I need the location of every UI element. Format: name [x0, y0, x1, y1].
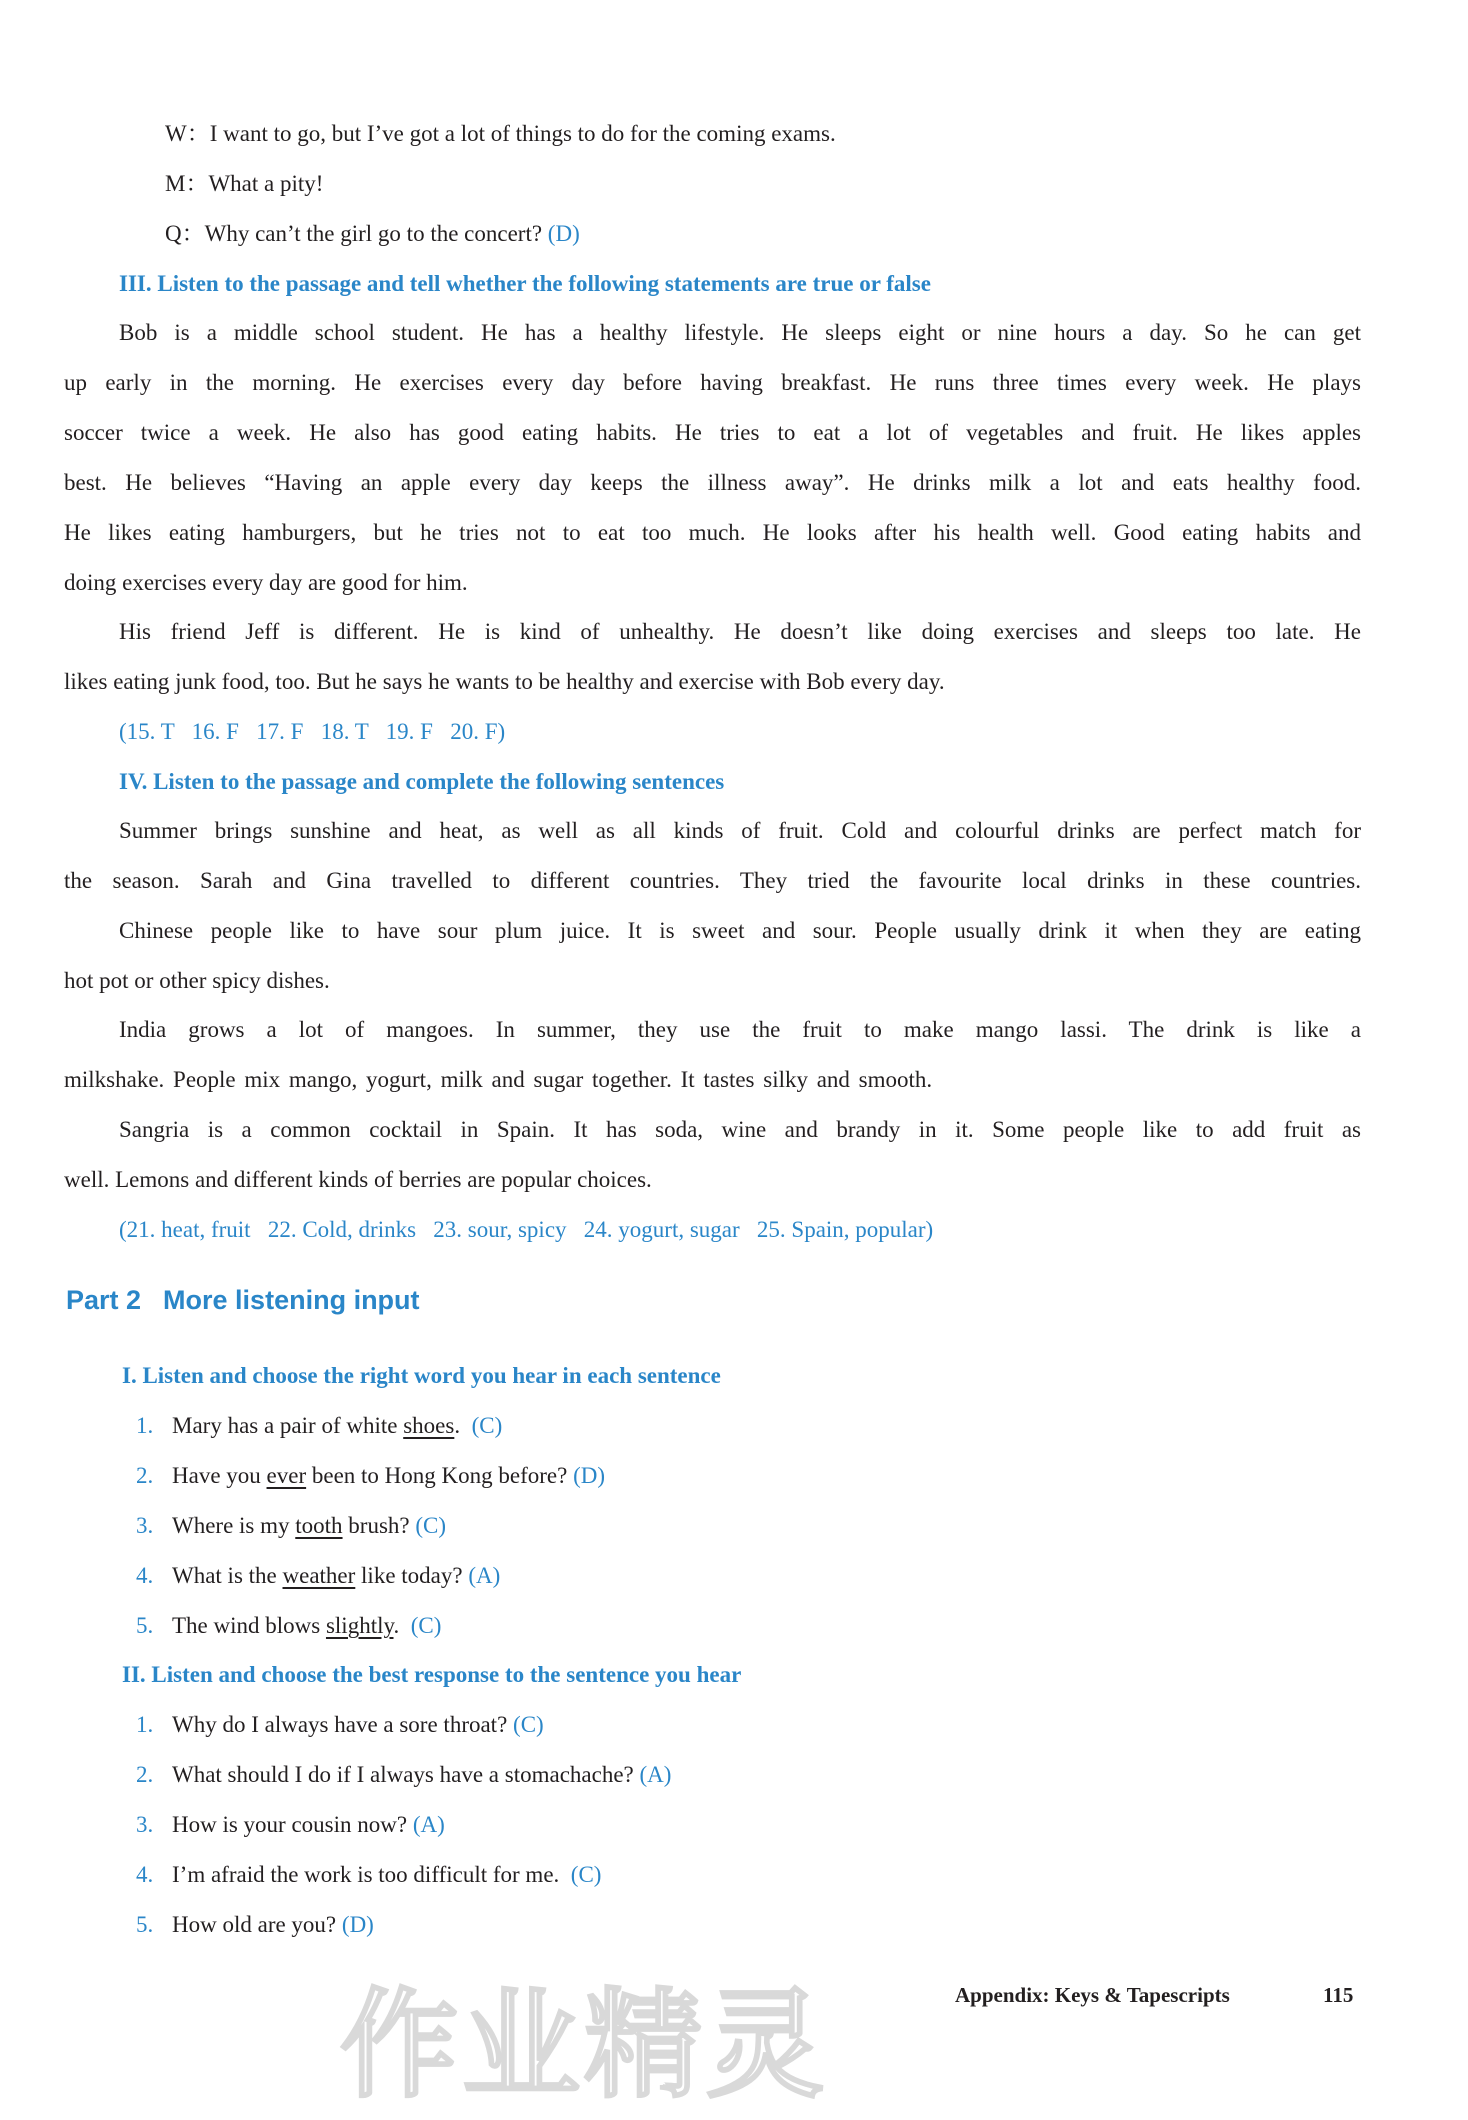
list-item [136, 1760, 671, 1790]
speaker-label: M： [165, 171, 209, 196]
item-number: 5. [136, 1912, 154, 1937]
underlined-word: shoes [403, 1413, 455, 1438]
passage-line: up early in the morning. He exercises every day before having breakfast. He runs three times every week. He plays [64, 370, 1361, 395]
item-text: Mary has a pair of white [172, 1413, 404, 1438]
list-item [136, 1910, 374, 1940]
section-heading: I. Listen and choose the right word you hear in each sentence [122, 1363, 721, 1388]
answer-key: (C) [415, 1513, 447, 1538]
item-number: 5. [136, 1613, 154, 1638]
item-text: What is the [172, 1563, 283, 1588]
footer-title: Appendix: Keys & Tapescripts [955, 1983, 1230, 2007]
passage-line: Chinese people like to have sour plum juice. It is sweet and sour. People usually drink it when they are eating [119, 918, 1361, 943]
item-text: I’m afraid the work is too difficult for me. [172, 1862, 560, 1887]
answer-key: (A) [412, 1812, 445, 1837]
item-number: 4. [136, 1563, 154, 1588]
item-text: . [393, 1613, 400, 1638]
item-text: How is your cousin now? [172, 1812, 408, 1837]
page-number: 115 [1323, 1983, 1354, 2007]
answer-key-row: (15. T 16. F 17. F 18. T 19. F 20. F) [119, 719, 506, 744]
answer-key: (D) [341, 1912, 374, 1937]
answer-key: (A) [468, 1563, 501, 1588]
list-item [136, 1860, 601, 1890]
item-text: . [454, 1413, 461, 1438]
item-number: 2. [136, 1463, 154, 1488]
section-heading: IV. Listen to the passage and complete the following sentences [119, 769, 725, 794]
answer-key: (D) [547, 221, 580, 246]
passage-line: India grows a lot of mangoes. In summer, they use the fruit to make mango lassi. The drink is like a [119, 1017, 1361, 1042]
part-number: Part 2 [66, 1285, 142, 1315]
item-text: The wind blows [172, 1613, 326, 1638]
item-number: 1. [136, 1413, 154, 1438]
item-number: 3. [136, 1812, 154, 1837]
dialogue-text: What a pity! [208, 171, 324, 196]
dialogue-line [165, 119, 836, 149]
section-heading: III. Listen to the passage and tell whether the following statements are true or false [119, 271, 931, 296]
item-number: 2. [136, 1762, 154, 1787]
passage-line: likes eating junk food, too. But he says he wants to be healthy and exercise with Bob every day. [64, 669, 945, 694]
speaker-label: W： [165, 121, 210, 146]
item-number: 1. [136, 1712, 154, 1737]
item-text: Why do I always have a sore throat? [172, 1712, 508, 1737]
item-text: like today? [355, 1563, 463, 1588]
passage-line: best. He believes “Having an apple every day keeps the illness away”. He drinks milk a lot and eats healthy food. [64, 470, 1361, 495]
item-number: 3. [136, 1513, 154, 1538]
list-item [136, 1710, 544, 1740]
passage-line: Bob is a middle school student. He has a healthy lifestyle. He sleeps eight or nine hours a day. So he can get [119, 320, 1361, 345]
item-text: Where is my [172, 1513, 296, 1538]
list-item [136, 1511, 446, 1541]
underlined-word: ever [266, 1463, 307, 1488]
list-item [136, 1411, 502, 1441]
item-text: Have you [172, 1463, 267, 1488]
section-heading: II. Listen and choose the best response to the sentence you hear [122, 1662, 742, 1687]
item-number: 4. [136, 1862, 154, 1887]
dialogue-line [165, 169, 323, 199]
answer-key: (D) [573, 1463, 606, 1488]
answer-key: (C) [410, 1613, 442, 1638]
answer-key: (C) [471, 1413, 503, 1438]
dialogue-text: I want to go, but I’ve got a lot of things to do for the coming exams. [209, 121, 836, 146]
part-title [66, 1285, 420, 1316]
passage-line: hot pot or other spicy dishes. [64, 968, 330, 993]
list-item [136, 1461, 605, 1491]
dialogue-line [165, 219, 580, 249]
passage-line: He likes eating hamburgers, but he tries not to eat too much. He looks after his health well. Good eating habits and [64, 520, 1361, 545]
item-text: been to Hong Kong before? [306, 1463, 568, 1488]
passage-line: soccer twice a week. He also has good eating habits. He tries to eat a lot of vegetables and fruit. He likes apples [64, 420, 1361, 445]
item-text: How old are you? [172, 1912, 337, 1937]
list-item [136, 1810, 445, 1840]
passage-line: milkshake. People mix mango, yogurt, milk and sugar together. It tastes silky and smooth. [64, 1067, 933, 1092]
speaker-label: Q： [165, 221, 205, 246]
passage-line: Summer brings sunshine and heat, as well as all kinds of fruit. Cold and colourful drinks are perfect match for [119, 818, 1361, 843]
passage-line: His friend Jeff is different. He is kind of unhealthy. He doesn’t like doing exercises and sleeps too late. He [119, 619, 1361, 644]
dialogue-text: Why can’t the girl go to the concert? [204, 221, 543, 246]
passage-line: well. Lemons and different kinds of berries are popular choices. [64, 1167, 652, 1192]
list-item [136, 1611, 441, 1641]
passage-line: Sangria is a common cocktail in Spain. It has soda, wine and brandy in it. Some people like to add fruit as [119, 1117, 1361, 1142]
part-title-text: More listening input [163, 1285, 420, 1315]
answer-key-row: (21. heat, fruit 22. Cold, drinks 23. sour, spicy 24. yogurt, sugar 25. Spain, popular) [119, 1217, 934, 1242]
answer-key: (C) [513, 1712, 544, 1737]
answer-key: (C) [570, 1862, 602, 1887]
underlined-word: weather [282, 1563, 356, 1588]
passage-line: doing exercises every day are good for him. [64, 570, 468, 595]
answer-key: (A) [639, 1762, 672, 1787]
underlined-word: slightly [325, 1613, 394, 1638]
list-item [136, 1561, 500, 1591]
watermark: 作业精灵 [340, 1976, 829, 2114]
item-text: brush? [342, 1513, 410, 1538]
passage-line: the season. Sarah and Gina travelled to different countries. They tried the favourite local drinks in these countries. [64, 868, 1361, 893]
underlined-word: tooth [295, 1513, 343, 1538]
item-text: What should I do if I always have a stomachache? [172, 1762, 634, 1787]
